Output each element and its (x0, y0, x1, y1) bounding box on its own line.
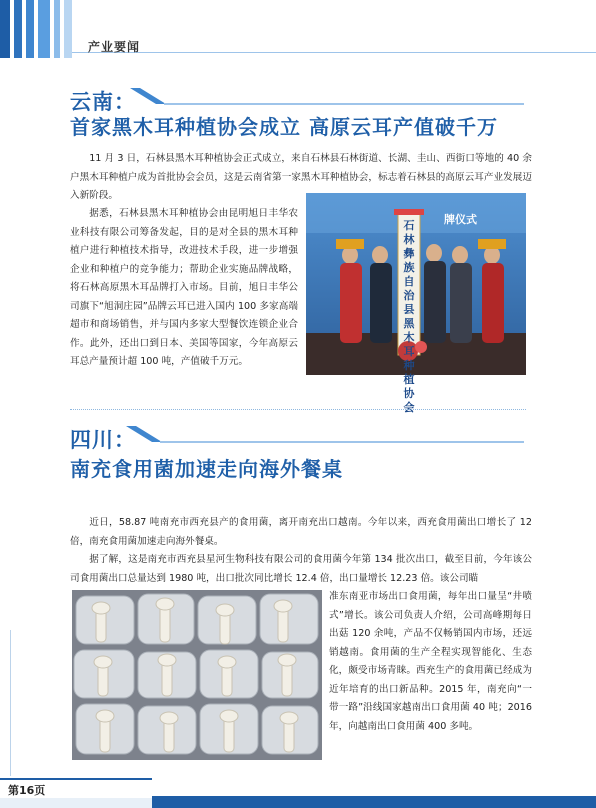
footer-bar (152, 796, 596, 808)
article2-region: 四川： (70, 427, 136, 452)
page-number: 第16页 (8, 784, 46, 797)
header-stripe (14, 0, 22, 58)
backdrop-text: 牌仪式 (444, 213, 477, 226)
header-stripe (64, 0, 72, 58)
article2-paragraph-wrap: 准东南亚市场出口食用菌，每年出口量呈“井喷式”增长。该公司负责人介绍，公司高峰期每日出菇 120 余吨，产品不仅畅销国内市场，还远销越南。食用菌的生产全程实现智能化、生态化，颇受市场青睐。西充生产的食用菌已经成为近年培育的出口新品种。2015 年，南充向“一带一路”沿线国家越南出口食用菌 40 吨；2016 年，向越南出口食用菌 400 多吨。 (329, 591, 532, 732)
banner-text: 石林彝族自治县黑木耳种植协会 (403, 219, 415, 414)
mushroom-photo (72, 590, 322, 760)
article1-paragraph: 11 月 3 日，石林县黑木耳种植协会正式成立，来自石林县石林街道、长湖、圭山、西街口等地的 40 余户黑木耳种植户成为首批协会会员，这是云南省第一家黑木耳种植协会，标志着石林县的高原云耳产业发展迈入新阶段。 (70, 153, 532, 201)
article2-paragraph: 据了解，这是南充市西充县星河生物科技有限公司的食用菌今年第 134 批次出口，截至目前，今年该公司食用菌出口总量达到 1980 吨，出口批次同比增长 12.4 倍，出口量增长 12.23 倍。该公司瞄 (70, 554, 532, 584)
section-divider (70, 409, 526, 410)
title-rule (160, 441, 524, 443)
title-rule (164, 103, 524, 105)
section-label: 产业要闻 (88, 40, 141, 54)
article2-title: 南充食用菌加速走向海外餐桌 (70, 457, 343, 481)
header-stripe (54, 0, 60, 58)
footer-rule (0, 778, 152, 780)
article2-paragraph: 近日，58.87 吨南充市西充县产的食用菌，离开南充出口越南。今年以来，西充食用菌出口增长了 12 倍，南充食用菌加速走向海外餐桌。 (70, 517, 532, 547)
margin-rule (10, 630, 11, 776)
article1-region: 云南： (70, 89, 136, 114)
heading-accent-icon (130, 88, 166, 104)
header-stripe (0, 0, 10, 58)
footer-band (0, 798, 152, 808)
header-stripe (38, 0, 50, 58)
header-rule (72, 52, 596, 53)
article1-paragraph: 据悉，石林县黑木耳种植协会由昆明旭日丰华农业科技有限公司筹备发起，目的是对全县的黑木耳种植户进行种植技术指导，改进技术手段，进一步增强企业和种植户的竞争能力；帮助企业实施品牌战略，将石林高原黑木耳品牌打入市场。目前，旭日丰华公司旗下“旭洞庄园”品牌云耳已进入国内 100 多家高端超市和商场销售，并与国内多家大型餐饮连锁企业合作。此外，还出口到日本、美国等国家，今年高原云耳总产量预计超 100 吨，产值破千万元。 (70, 208, 298, 367)
header-stripe (26, 0, 34, 58)
ceremony-photo (306, 193, 526, 414)
heading-accent-icon (126, 426, 162, 442)
article1-title: 首家黑木耳种植协会成立 高原云耳产值破千万 (70, 115, 498, 139)
